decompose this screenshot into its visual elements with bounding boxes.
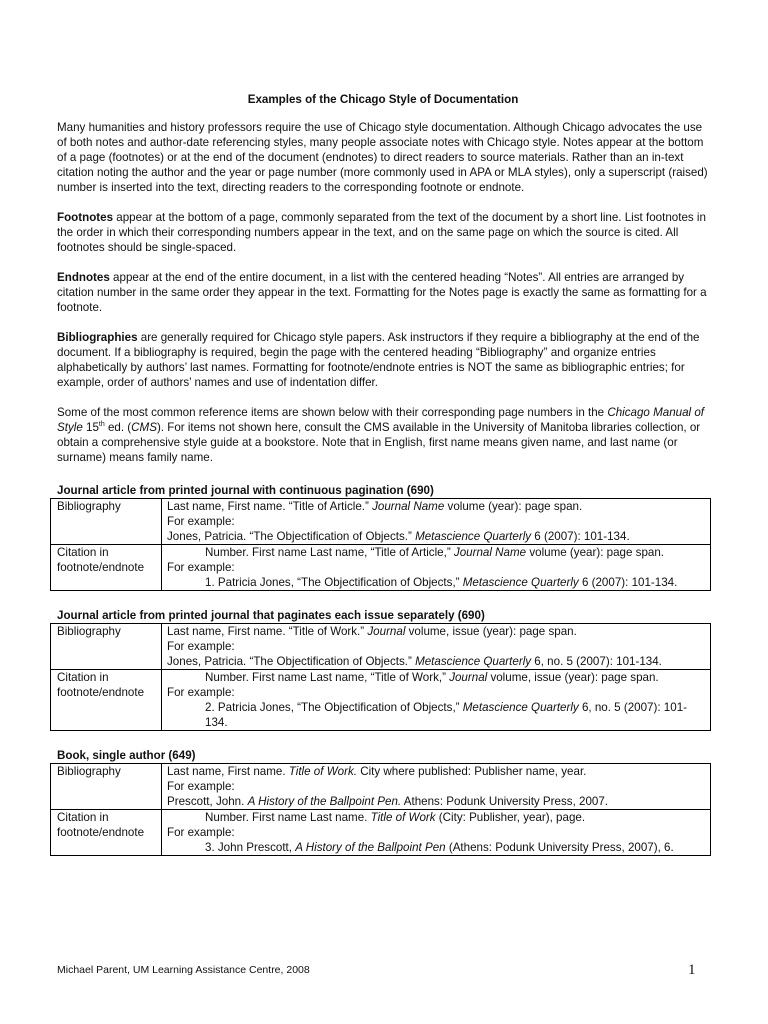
reference-table: [50, 498, 711, 591]
row-label: Bibliography: [51, 764, 162, 810]
reference-table: [50, 623, 711, 731]
bibliography-row: [51, 499, 711, 545]
page-title: Examples of the Chicago Style of Documentation: [247, 93, 519, 106]
edition-suffix: th: [98, 421, 105, 429]
example-line: 1. Patricia Jones, “The Objectification of Objects,” Metascience Quarterly 6 (2007): 101-134.: [205, 576, 678, 589]
citation-row: [51, 545, 711, 591]
bibliography-cell: [162, 499, 711, 545]
example-line: Jones, Patricia. “The Objectification of Objects.” Metascience Quarterly 6, no. 5 (2007): 101-134.: [167, 655, 662, 668]
footer-credit: Michael Parent, UM Learning Assistance Centre, 2008: [57, 964, 310, 976]
endnotes-term: Endnotes: [57, 271, 110, 284]
format-line: Number. First name Last name. Title of Work (City: Publisher, year), page.: [205, 811, 586, 824]
example-line: Jones, Patricia. “The Objectification of Objects.” Metascience Quarterly 6 (2007): 101-134.: [167, 530, 630, 543]
cms-abbreviation: CMS: [131, 421, 157, 434]
format-line: Last name, First name. “Title of Article.” Journal Name volume (year): page span.: [167, 500, 583, 513]
format-line: Number. First name Last name, “Title of Work,” Journal volume, issue (year): page span.: [205, 671, 659, 684]
for-example-label: For example:: [167, 640, 235, 653]
row-label: Bibliography: [51, 624, 162, 670]
common-items-paragraph: [57, 405, 709, 465]
footnotes-text: appear at the bottom of a page, commonly separated from the text of the document by a short line. List footnotes in the order in which their corresponding numbers appear in the text, and on the same page on which the source is cited. All footnotes should be single-spaced.: [57, 211, 706, 254]
example-line: 3. John Prescott, A History of the Ballpoint Pen (Athens: Podunk University Press, 2007), 6.: [205, 841, 674, 854]
common-text-2: ). For items not shown here, consult the CMS available in the University of Manitoba libraries collection, or obtain a comprehensive style guide at a bookstore. Note that in English, first name means given name, and last name (or surname) means family name.: [57, 421, 701, 464]
row-label: Citation in footnote/endnote: [51, 545, 162, 591]
bibliography-cell: [162, 624, 711, 670]
cms-title: Chicago Manual of Style: [57, 406, 705, 434]
format-line: Number. First name Last name, “Title of Article,” Journal Name volume (year): page span.: [205, 546, 665, 559]
row-label: Citation in footnote/endnote: [51, 810, 162, 856]
bibliography-row: [51, 764, 711, 810]
citation-cell: [162, 810, 711, 856]
section-heading: Journal article from printed journal with continuous pagination (690): [57, 484, 434, 497]
page-number: 1: [688, 962, 696, 978]
reference-table: [50, 763, 711, 856]
citation-cell: [162, 670, 711, 731]
example-line: 2. Patricia Jones, “The Objectification of Objects,” Metascience Quarterly 6, no. 5 (2007): 101-134.: [205, 701, 688, 729]
citation-row: [51, 670, 711, 731]
endnotes-text: appear at the end of the entire document, in a list with the centered heading “Notes”. All entries are arranged by citation number in the same order they appear in the text. Formatting for the Notes page is exactly the same as formatting for a footnote.: [57, 271, 707, 314]
for-example-label: For example:: [167, 515, 235, 528]
reference-section: [57, 609, 709, 731]
document-page: [57, 92, 709, 874]
footnotes-term: Footnotes: [57, 211, 114, 224]
reference-section: [57, 749, 709, 856]
format-line: Last name, First name. Title of Work. City where published: Publisher name, year.: [167, 765, 587, 778]
bibliographies-text: are generally required for Chicago style papers. Ask instructors if they require a bibliography at the end of the document. If a bibliography is required, begin the page with the centered heading “Bibliography” and organize entries alphabetically by authors’ last names. Formatting for footnote/endnote entries is NOT the same as bibliographic entries; for example, order of authors’ names and use of indentation differ.: [57, 331, 700, 389]
format-line: Last name, First name. “Title of Work.” Journal volume, issue (year): page span.: [167, 625, 577, 638]
edition-number: 15: [82, 421, 99, 434]
common-text-1: Some of the most common reference items are shown below with their corresponding page numbers in the: [57, 406, 608, 419]
row-label: Bibliography: [51, 499, 162, 545]
row-label: Citation in footnote/endnote: [51, 670, 162, 731]
section-heading: Journal article from printed journal that paginates each issue separately (690): [57, 609, 485, 622]
for-example-label: For example:: [167, 826, 235, 839]
for-example-label: For example:: [167, 780, 235, 793]
citation-row: [51, 810, 711, 856]
edition-text: ed. (: [104, 421, 132, 434]
bibliography-cell: [162, 764, 711, 810]
bibliographies-term: Bibliographies: [57, 331, 138, 344]
endnotes-paragraph: [57, 270, 709, 315]
citation-cell: [162, 545, 711, 591]
reference-section: [57, 484, 709, 591]
for-example-label: For example:: [167, 686, 235, 699]
bibliographies-paragraph: [57, 330, 709, 390]
intro-paragraph: Many humanities and history professors require the use of Chicago style documentation. Although Chicago advocates the use of both notes and author-date referencing styles, many people associate notes with Chicago style. Notes appear at the bottom of a page (footnotes) or at the end of the document (endnotes) to direct readers to source materials. Rather than an in-text citation noting the author and the year or page number (more commonly used in APA or MLA styles), only a superscript (raised) number is inserted into the text, directing readers to the corresponding footnote or endnote.: [57, 121, 708, 194]
for-example-label: For example:: [167, 561, 235, 574]
example-line: Prescott, John. A History of the Ballpoint Pen. Athens: Podunk University Press, 2007.: [167, 795, 609, 808]
footnotes-paragraph: [57, 210, 709, 255]
section-heading: Book, single author (649): [57, 749, 196, 762]
bibliography-row: [51, 624, 711, 670]
